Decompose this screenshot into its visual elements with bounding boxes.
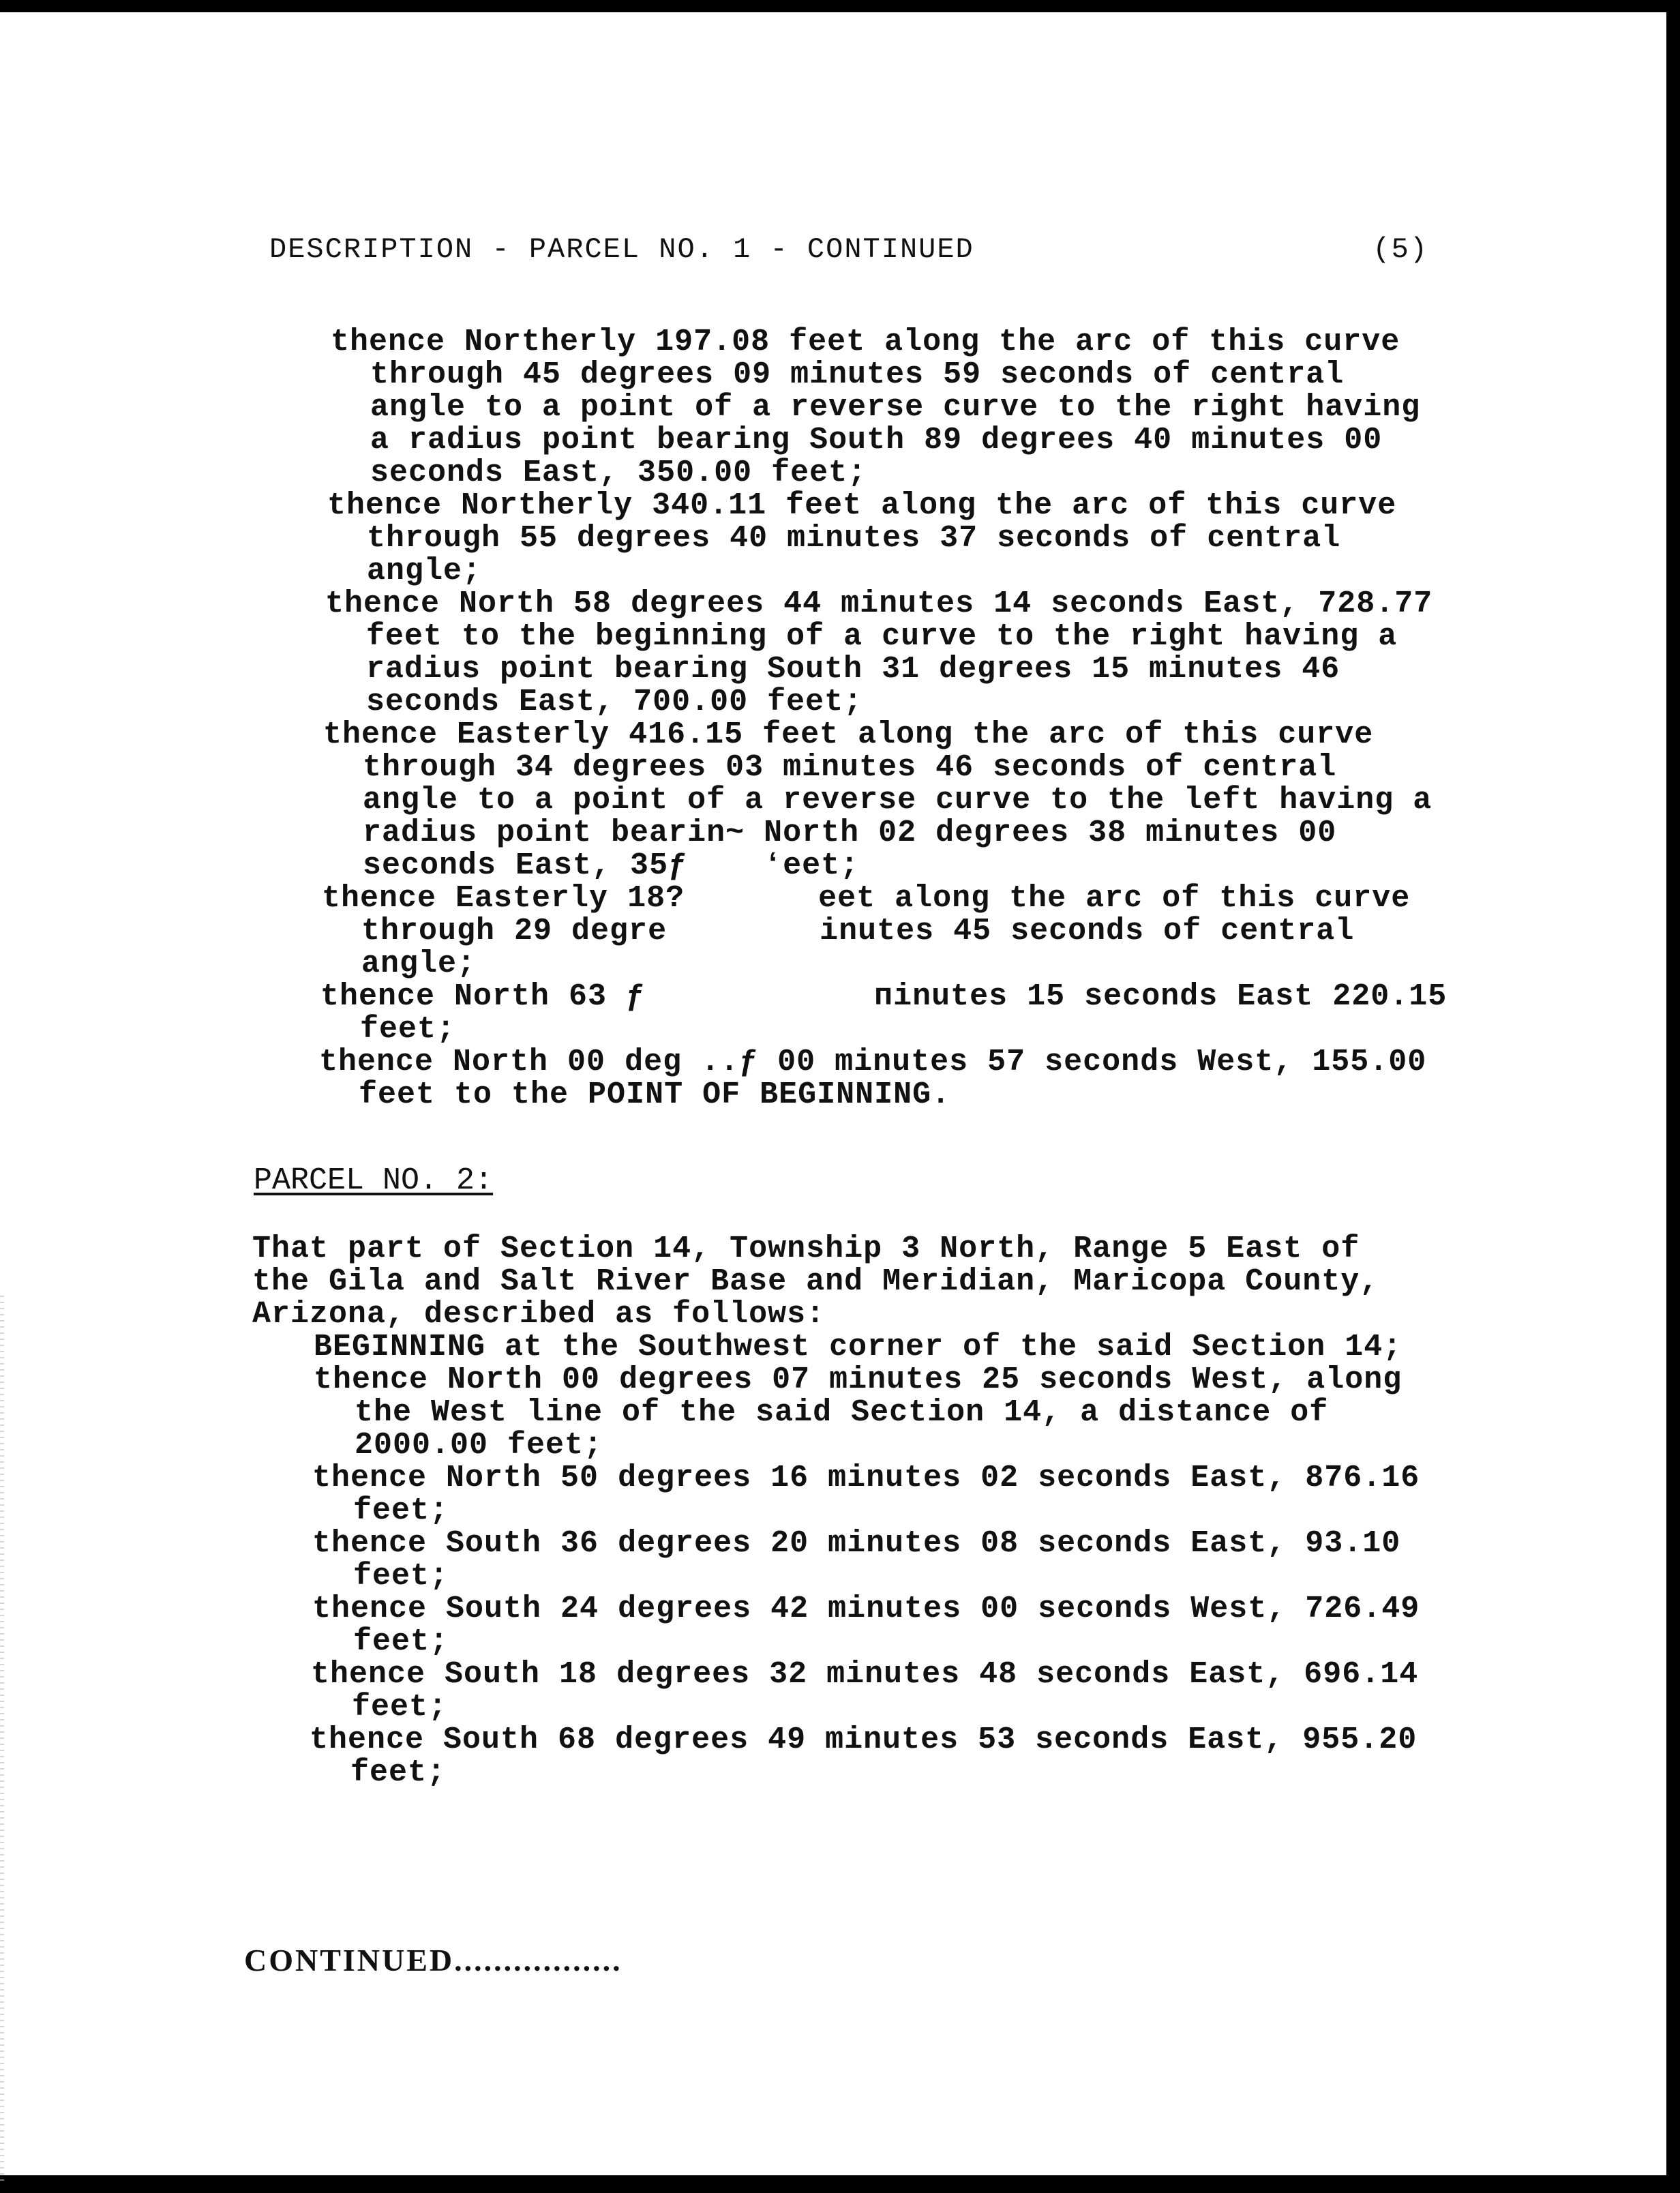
parcel2-heading: PARCEL NO. 2:	[254, 1163, 494, 1198]
parcel1-line: a radius point bearing South 89 degrees 40 minutes 00	[370, 423, 1383, 458]
page-number: (5)	[1372, 233, 1428, 266]
parcel1-line: feet;	[360, 1012, 456, 1047]
parcel1-line: radius point bearing South 31 degrees 15 minutes 46	[366, 652, 1340, 687]
parcel1-line: feet to the beginning of a curve to the right having a	[366, 619, 1398, 654]
parcel2-line: the West line of the said Section 14, a distance of	[355, 1395, 1329, 1430]
parcel1-line: thence Northerly 197.08 feet along the arc of this curve	[331, 325, 1400, 359]
parcel1-line: angle to a point of a reverse curve to the left having a	[363, 783, 1432, 818]
parcel2-line: feet;	[352, 1690, 448, 1725]
parcel1-line: thence Easterly 18? eet along the arc of this curve	[322, 881, 1411, 916]
parcel2-line: thence North 00 degrees 07 minutes 25 seconds West, along	[314, 1362, 1402, 1397]
parcel2-line: feet;	[353, 1559, 449, 1594]
parcel1-line: angle to a point of a reverse curve to the right having	[370, 390, 1421, 425]
parcel2-line: feet;	[353, 1624, 449, 1659]
parcel2-line: thence South 24 degrees 42 minutes 00 seconds West, 726.49	[312, 1592, 1420, 1626]
parcel1-line: through 29 degre inutes 45 seconds of central	[361, 914, 1355, 949]
parcel1-line: through 55 degrees 40 minutes 37 seconds of central	[367, 521, 1341, 556]
parcel2-line: BEGINNING at the Southwest corner of the said Section 14;	[314, 1330, 1402, 1364]
header-title: DESCRIPTION - PARCEL NO. 1 - CONTINUED	[269, 233, 974, 266]
parcel1-line: thence North 58 degrees 44 minutes 14 seconds East, 728.77	[325, 586, 1433, 621]
parcel1-line: seconds East, 350.00 feet;	[370, 456, 867, 490]
parcel1-line: through 34 degrees 03 minutes 46 seconds of central	[363, 750, 1337, 785]
scan-edge-noise	[0, 1296, 4, 2182]
parcel2-line: feet;	[353, 1493, 449, 1528]
scan-border-bottom	[0, 2175, 1680, 2193]
continued-footer: CONTINUED.................	[244, 1943, 622, 1978]
parcel1-line: feet to the POINT OF BEGINNING.	[359, 1077, 951, 1112]
parcel1-line: through 45 degrees 09 minutes 59 seconds of central	[370, 357, 1345, 392]
parcel2-line: That part of Section 14, Township 3 North, Range 5 East of	[252, 1232, 1360, 1266]
page-header	[269, 229, 1428, 270]
scan-border-top	[0, 0, 1680, 12]
scan-border-right	[1666, 0, 1680, 2193]
parcel1-line: angle;	[367, 554, 482, 588]
parcel1-line: radius point bearin~ North 02 degrees 38 minutes 00	[363, 816, 1337, 850]
parcel1-line: thence North 63 ƒ пinutes 15 seconds East 220.15	[320, 979, 1448, 1014]
parcel2-line: thence South 18 degrees 32 minutes 48 seconds East, 696.14	[311, 1657, 1419, 1692]
parcel1-line: thence North 00 deg ..ƒ 00 minutes 57 seconds West, 155.00	[319, 1045, 1427, 1079]
parcel2-line: thence South 36 degrees 20 minutes 08 seconds East, 93.10	[312, 1526, 1401, 1561]
parcel1-line: seconds East, 35ƒ ʻeet;	[363, 848, 860, 883]
parcel2-line: Arizona, described as follows:	[252, 1297, 826, 1332]
parcel1-line: angle;	[361, 946, 477, 981]
parcel2-line: thence South 68 degrees 49 minutes 53 seconds East, 955.20	[310, 1722, 1418, 1757]
parcel1-line: seconds East, 700.00 feet;	[366, 685, 863, 719]
parcel2-line: thence North 50 degrees 16 minutes 02 seconds East, 876.16	[312, 1461, 1420, 1495]
parcel2-line: feet;	[350, 1755, 447, 1790]
parcel1-line: thence Easterly 416.15 feet along the arc of this curve	[323, 717, 1374, 752]
parcel2-line: 2000.00 feet;	[355, 1428, 603, 1463]
parcel1-line: thence Northerly 340.11 feet along the arc of this curve	[327, 488, 1397, 523]
parcel2-line: the Gila and Salt River Base and Meridian, Maricopa County,	[252, 1264, 1379, 1299]
